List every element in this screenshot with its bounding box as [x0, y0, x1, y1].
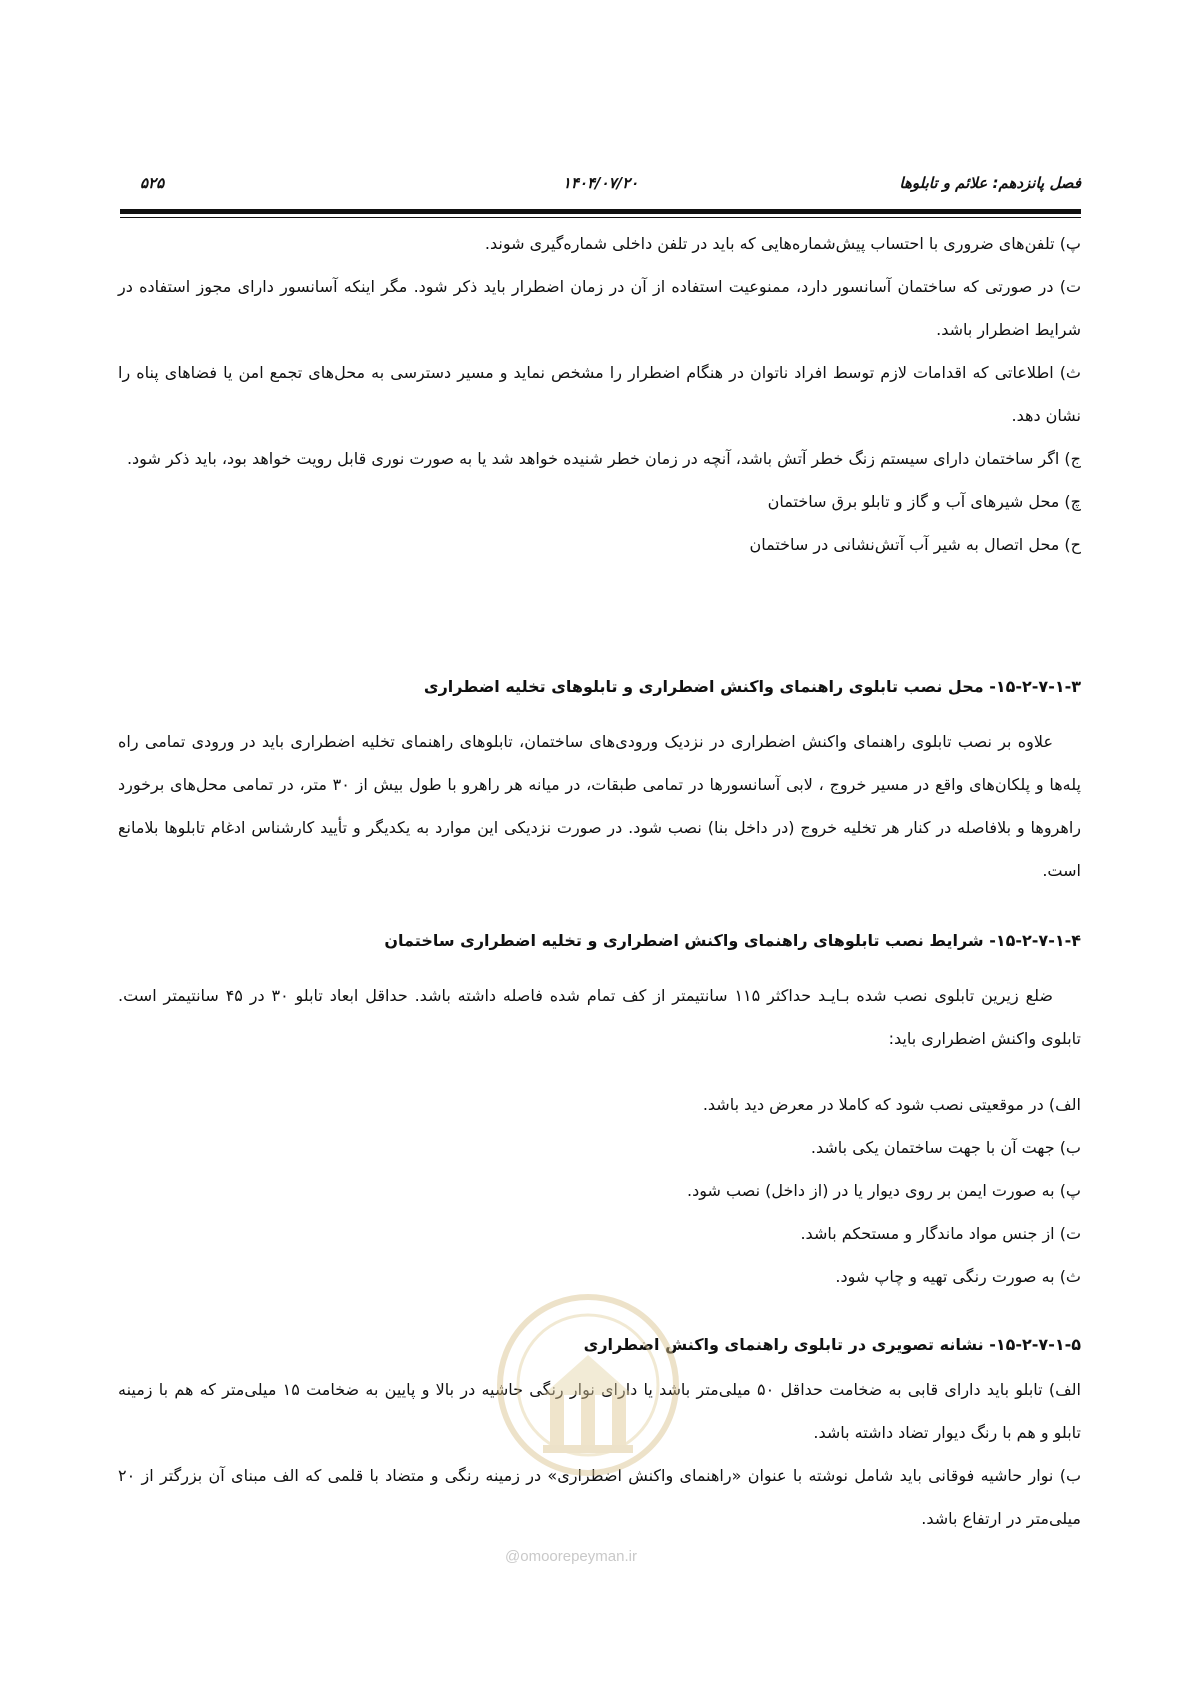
section-body: ضلع زیرین تابلوی نصب شده بـایـد حداکثر ۱۱۵ سانتیمتر از کف تمام شده فاصله داشته باشد. حداقل ابعاد تابلو ۳۰ در ۴۵ سانتیمتر است. تابلوی واکنش اضطراری باید:: [118, 986, 1081, 1048]
section-heading: ۱۵-۲-۷-۱-۴- شرایط نصب تابلوهای راهنمای واکنش اضطراری و تخلیه اضطراری ساختمان: [384, 931, 1081, 950]
list-item: چ) محل شیرهای آب و گاز و تابلو برق ساختمان: [767, 492, 1081, 511]
header-date: ۱۴۰۴/۰۷/۲۰: [562, 174, 639, 192]
list-item: الف) تابلو باید دارای قابی به ضخامت حداقل ۵۰ میلی‌متر باشد یا دارای نوار رنگی حاشیه در بالا و پایین به ضخامت ۱۵ میلی‌متر که هم با زمینه تابلو و هم با رنگ دیوار تضاد داشته باشد.: [118, 1380, 1082, 1442]
watermark-logo: [488, 1275, 688, 1505]
list-item: الف) در موقعیتی نصب شود که کاملا در معرض دید باشد.: [702, 1095, 1081, 1114]
requirements-list: [118, 1083, 1081, 1298]
list-item: ث) اطلاعاتی که اقدامات لازم توسط افراد ناتوان در هنگام اضطرار را مشخص نماید و مسیر دسترسی به محل‌های تجمع امن یا فضاهای پناه را نشان دهد.: [118, 363, 1081, 425]
page-header: [120, 174, 1081, 202]
chapter-title: فصل پانزدهم: علائم و تابلوها: [899, 174, 1081, 192]
section-body: علاوه بر نصب تابلوی راهنمای واکنش اضطراری در نزدیک ورودی‌های ساختمان، تابلوهای راهنمای تخلیه اضطراری باید در ورودی تمامی راه پله‌ها و پلکان‌های واقع در مسیر خروج ، لابی آسانسورها در تمامی طبقات، در میانه هر راهرو با طول بیش از ۳۰ متر، در تمامی محل‌های برخورد راهروها و بلافاصله در کنار هر تخلیه خروج (در داخل بنا) نصب شود. در صورت نزدیکی این موارد به یکدیگر و تأیید کارشناس ادغام تابلوها بلامانع است.: [118, 732, 1082, 880]
list-item: ب) جهت آن با جهت ساختمان یکی باشد.: [810, 1138, 1081, 1157]
list-item: ت) از جنس مواد ماندگار و مستحکم باشد.: [800, 1224, 1081, 1243]
watermark-url: @omoorepeyman.ir: [505, 1548, 637, 1565]
section-heading: ۱۵-۲-۷-۱-۵- نشانه تصویری در تابلوی راهنمای واکنش اضطراری: [583, 1335, 1081, 1354]
list-item: ج) اگر ساختمان دارای سیستم زنگ خطر آتش باشد، آنچه در زمان خطر شنیده خواهد شد یا به صورت نوری قابل رویت خواهد بود، باید ذکر شود.: [126, 449, 1081, 468]
list-item: پ) تلفن‌های ضروری با احتساب پیش‌شماره‌هایی که باید در تلفن داخلی شماره‌گیری شوند.: [484, 234, 1081, 253]
list-item: ث) به صورت رنگی تهیه و چاپ شود.: [835, 1267, 1081, 1286]
list-item: ت) در صورتی که ساختمان آسانسور دارد، ممنوعیت استفاده از آن در زمان اضطرار باید ذکر شود. مگر اینکه آسانسور دارای مجوز استفاده در شرایط اضطرار باشد.: [118, 277, 1081, 339]
list-item: ح) محل اتصال به شیر آب آتش‌نشانی در ساختمان: [749, 535, 1081, 554]
list-continuation: [118, 222, 1081, 566]
header-rule-thick: [120, 209, 1081, 214]
header-rule-thin: [120, 217, 1081, 218]
page-number: ۵۲۵: [140, 174, 165, 192]
list-item: پ) به صورت ایمن بر روی دیوار یا در (از داخل) نصب شود.: [687, 1181, 1081, 1200]
list-item: ب) نوار حاشیه فوقانی باید شامل نوشته با عنوان «راهنمای واکنش اضطراری» در زمینه رنگی و متضاد با قلمی که الف مبنای آن بزرگتر از ۲۰ میلی‌متر در ارتفاع باشد.: [118, 1466, 1081, 1528]
section-heading: ۱۵-۲-۷-۱-۳- محل نصب تابلوی راهنمای واکنش اضطراری و تابلوهای تخلیه اضطراری: [423, 677, 1081, 696]
